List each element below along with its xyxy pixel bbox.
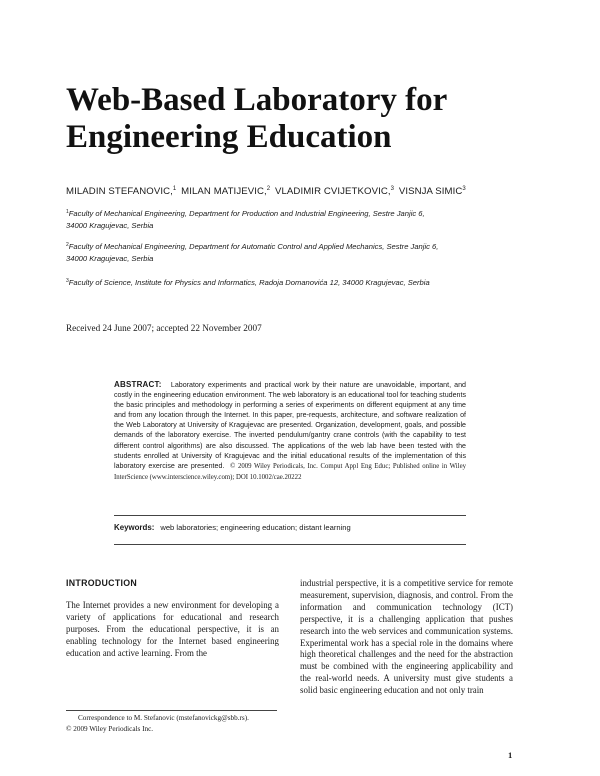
abstract-label: ABSTRACT: xyxy=(114,380,162,389)
footnote-correspondence: Correspondence to M. Stefanovic (mstefanovickg@sbb.rs). xyxy=(78,714,249,722)
affiliation-1 xyxy=(66,206,506,232)
title-line-2: Engineering Education xyxy=(66,119,392,155)
abstract-text: Laboratory experiments and practical work by their nature are unavoidable, important, and costly in the engineering education environment. The web laboratory is an educational tool for teaching students the basic principles and methodology in performing a series of experiments on different equipment at any time and from any location through the Internet. In this paper, pre-requests, architecture, and software realization of the Web Laboratory at University of Kragujevac are presented. Organization, development, goals, and possible demands of the laboratory exercise. The inverted pendulum/gantry crane controls (with the capability to test different control algorithms) are also discussed. The applications of the web lab have been tested with the students enrolled at University of Kragujevac and the initial educational results of the implementation of this laboratory exercise are presented. xyxy=(114,381,466,470)
introduction-heading: INTRODUCTION xyxy=(66,578,138,588)
affiliation-3-mark: 3 xyxy=(66,278,69,284)
author-1-affiliation-mark: 1 xyxy=(172,186,177,192)
affiliation-2-line-2: 34000 Kragujevac, Serbia xyxy=(66,254,154,263)
page-number: 1 xyxy=(508,750,513,760)
keywords-text: web laboratories; engineering education; distant learning xyxy=(160,523,351,532)
author-list xyxy=(66,186,546,197)
author-2-affiliation-mark: 2 xyxy=(266,186,271,192)
footnote-copyright: © 2009 Wiley Periodicals Inc. xyxy=(66,725,154,733)
keywords-label: Keywords: xyxy=(114,523,155,532)
abstract-citation: © 2009 Wiley Periodicals, Inc. Comput Appl Eng Educ; Published online in Wiley InterScience (www.interscience.wiley.com); DOI 10.1002/cae.20222 xyxy=(114,462,466,481)
author-1: MILADIN STEFANOVIC, xyxy=(66,186,173,197)
affiliation-2-line-1: Faculty of Mechanical Engineering, Department for Automatic Control and Applied Mechanics, Sestre Janjic 6, xyxy=(68,242,439,251)
introduction-right-column: industrial perspective, it is a competitive service for remote measurement, supervision, diagnosis, and control. From the information and communication technology (ICT) perspective, it is a challenging application that pushes research into the web services and communication systems. Experimental work has a special role in the domains where high theoretical challenges and the need for the abstraction must be combined with the engineering applicability and the real-world needs. A university must give students a solid basic engineering education and not only train xyxy=(300,578,513,696)
title-line-1: Web-Based Laboratory for xyxy=(66,82,448,118)
author-3: VLADIMIR CVIJETKOVIC, xyxy=(274,186,391,197)
affiliation-3 xyxy=(66,275,506,289)
footnote-divider xyxy=(66,710,277,711)
affiliation-1-line-1: Faculty of Mechanical Engineering, Department for Production and Industrial Engineering, Sestre Janjic 6, xyxy=(68,209,425,218)
affiliation-1-line-2: 34000 Kragujevac, Serbia xyxy=(66,221,154,230)
affiliation-2-mark: 2 xyxy=(66,242,69,248)
abstract-divider xyxy=(114,515,466,516)
affiliation-2 xyxy=(66,239,506,265)
affiliation-3-line-1: Faculty of Science, Institute for Physics and Informatics, Radoja Domanovića 12, 34000 Kragujevac, Serbia xyxy=(68,278,430,287)
affiliation-1-mark: 1 xyxy=(66,209,69,215)
keywords xyxy=(114,523,351,532)
received-date: Received 24 June 2007; accepted 22 November 2007 xyxy=(66,323,262,333)
author-4-affiliation-mark: 3 xyxy=(462,186,466,192)
abstract xyxy=(114,380,466,483)
introduction-left-column: The Internet provides a new environment for developing a variety of applications for educational and research purposes. From the educational perspective, it is an enabling technology for the Internet based engineering education and active learning. From the xyxy=(66,600,279,658)
paper-title xyxy=(66,82,566,156)
author-2: MILAN MATIJEVIC, xyxy=(181,186,267,197)
footnote xyxy=(66,713,306,735)
keywords-divider xyxy=(114,544,466,545)
author-4: VISNJA SIMIC xyxy=(398,186,463,197)
author-3-affiliation-mark: 3 xyxy=(390,186,395,192)
